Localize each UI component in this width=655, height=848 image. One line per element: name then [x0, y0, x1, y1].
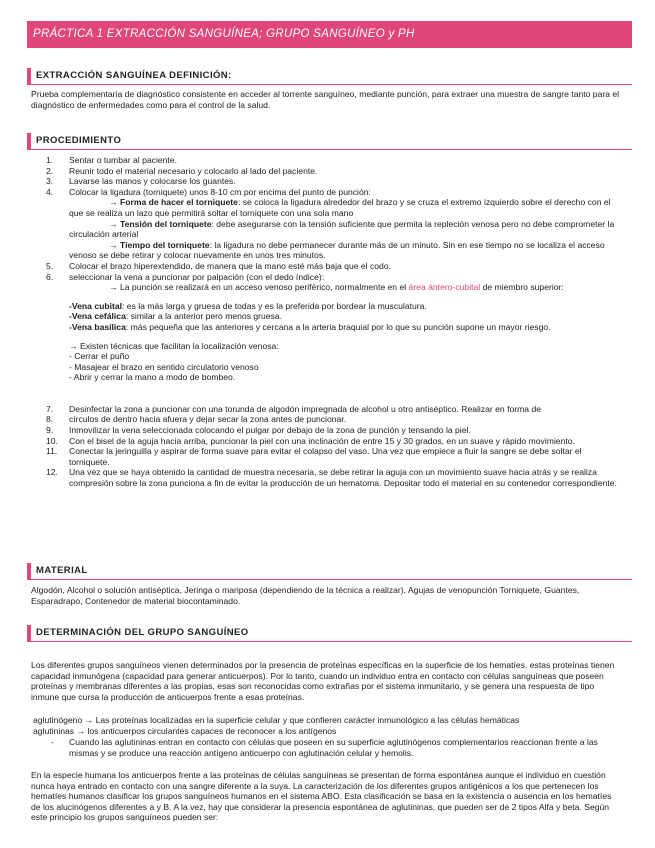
list-item: 10. Con el bisel de la aguja hacia arriba, puncionar la piel con una inclinación de entre 15 y 30 grados, en un suave y rápido movimiento.	[46, 435, 575, 446]
tecnicas-intro: → Existen técnicas que facilitan la localización venosa:	[69, 340, 279, 351]
arrow-icon: →	[69, 340, 78, 351]
tecnica-item: - Cerrar el puño	[69, 351, 130, 362]
procedure-list	[31, 155, 621, 489]
heading-accent	[27, 563, 31, 579]
page-title: PRÁCTICA 1 EXTRACCIÓN SANGUÍNEA; GRUPO SANGUÍNEO y PH	[27, 21, 632, 48]
torniquete-forma: → Forma de hacer el torniquete: se coloca la ligadura alrededor del brazo y se cruza el extremo izquierdo sobre el derecho con el que se realiza un lazo que permitirá soltar el torniquete con una sola mano	[69, 197, 611, 218]
torniquete-tiempo: → Tiempo del torniquete: la ligadura no debe permanecer durante más de un minuto. Sin en ese tiempo no se localiza el acceso venoso se debe retirar y colocar nuevamente en unos tres minutos.	[69, 239, 605, 261]
bullet-dash: -	[51, 737, 54, 747]
list-item: 9. Inmovilizar la vena seleccionada colocando el pulgar por debajo de la zona de punción y tensando la piel.	[46, 425, 471, 436]
vena-cefalica: -Vena cefálica: similar a la anterior pero menos gruesa.	[69, 311, 283, 322]
heading-text: MATERIAL	[36, 565, 88, 576]
list-item: 4. Colocar la ligadura (torniquete) unos 8-10 cm por encima del punto de punción:	[46, 186, 371, 197]
arrow-icon: →	[109, 197, 118, 208]
arrow-icon: →	[109, 282, 118, 293]
tecnica-item: - Abrir y cerrar la mano a modo de bombeo.	[69, 372, 236, 383]
list-item: 3. Lavarse las manos y colocarse los guantes.	[46, 176, 236, 187]
grupo-paragraph-2: En la especie humana los anticuerpos frente a las proteínas de células sanguíneas se presentan de forma espontánea aunque el individuo en cuestión nunca haya entrado en contacto con una sangre diferente a la suya. La caracterización de los diferentes grupos antigénicos a los que pertenecen los hematíes humanos clasificar los grupos sanguíneos humanos en el sistema ABO. Esta clasificación se basa en la existencia o ausencia en los hematíes de los alucinógenos diferentes a y B. A la vez, hay que considerar la presencia espontánea de aglutininas, que pueden ser de 2 tipos Alfa y beta. Según este principio los grupos sanguíneos pueden ser:	[31, 770, 612, 823]
heading-accent	[27, 133, 31, 149]
list-item: 2. Reunir todo el material necesario y colocarlo al lado del paciente.	[46, 165, 318, 176]
section-heading-procedimiento	[27, 133, 632, 150]
list-item: 1. Sentar o tumbar al paciente.	[46, 155, 177, 165]
highlighted-term: área ántero-cubital	[408, 282, 481, 293]
vena-basilica: -Vena basílica: más pequeña que las anteriores y cercana a la arteria braquial por lo que su punción supone un mayor riesgo.	[69, 321, 551, 332]
heading-accent	[27, 625, 31, 641]
arrow-icon: →	[84, 715, 94, 725]
aglutininas-line: aglutininas → los anticuerpos circulantes capaces de reconocer a los antígenos	[33, 726, 337, 736]
list-item: 8. círculos de dentro hacia afuera y dejar secar la zona antes de puncionar.	[46, 414, 347, 425]
heading-text: DETERMINACIÓN DEL GRUPO SANGUÍNEO	[36, 627, 249, 638]
puncion-text: → La punción se realizará en un acceso venoso periférico, normalmente en el área ántero-cubital de miembro superior:	[109, 282, 564, 293]
aglutinogeno-line: aglutinógeno → Las proteínas localizadas en la superficie celular y que confieren carácter inmunológico a las células hemáticas	[33, 715, 520, 725]
heading-text: EXTRACCIÓN SANGUÍNEA DEFINICIÓN:	[36, 70, 232, 81]
list-item: 11. Conectar la jeringuilla y aspirar de forma suave para evitar el colapso del vaso. Una vez que empiece a fluir la sangre se debe soltar el torniquete.	[46, 446, 582, 467]
definicion-text: Prueba complementaria de diagnóstico consistente en acceder al torrente sanguíneo, mediante punción, para extraer una muestra de sangre tanto para el diagnóstico de enfermedades como para el control de la salud.	[31, 89, 620, 110]
arrow-icon: →	[109, 218, 118, 229]
list-item: 6. seleccionar la vena a puncionar por palpación (con el dedo índice):	[46, 271, 325, 282]
aglutinacion-bullet: - Cuando las aglutininas entran en contacto con células que poseen en su superficie aglutinógenos complementarios reaccionan frente a las mismas y se produce una reacción antígeno anticuerpo con aglutinación celular y hemolis.	[51, 737, 598, 758]
list-item: 12. Una vez que se haya obtenido la cantidad de muestra necesaria, se debe retirar la aguja con un movimiento suave hacia atrás y se realiza compresión sobre la zona punciona a fin de evitar la producción de un hematoma. Depositar todo el material en su contenedor correspondiente.	[46, 467, 617, 489]
heading-text: PROCEDIMIENTO	[36, 135, 122, 146]
section-heading-material	[27, 563, 632, 580]
arrow-icon: →	[76, 726, 86, 736]
arrow-icon: →	[109, 239, 118, 250]
vena-cubital: -Vena cubital: es la más larga y gruesa de todas y es la preferida por bordear la musculatura.	[69, 300, 427, 311]
list-item: 7. Desinfectar la zona a puncionar con una torunda de algodón impregnada de alcohol u otro antiséptico. Realizar en forma de	[46, 403, 542, 414]
grupo-paragraph-1: Los diferentes grupos sanguíneos vienen determinados por la presencia de proteínas específicas en la superficie de los hematíes. estas proteínas tienen capacidad inmunógena (capacidad para generar anticuerpos). Por lo tanto, cuando un individuo entra en contacto con células sanguíneas que poseen proteínas y membranas diferentes a las propias, esas son reconocidas como extrañas por el sistema inmunitario, y se genera una respuesta de tipo inmune que cursa la producción de anticuerpos frente a esas proteínas.	[31, 660, 615, 702]
tecnica-item: - Masajear el brazo en sentido circulatorio venoso	[69, 361, 259, 372]
heading-accent	[27, 68, 31, 84]
list-item: 5. Colocar el brazo hiperextendido, de manera que la mano esté más baja que el codo.	[46, 260, 391, 271]
section-heading-definicion	[27, 68, 632, 85]
section-heading-grupo	[27, 625, 632, 642]
material-text: Algodón, Alcohol o solución antiséptica, Jeringa o mariposa (dependiendo de la técnica a realizar), Agujas de venopunción Torniquete, Guantes, Esparadrapo, Contenedor de material biocontaminado.	[31, 585, 580, 606]
torniquete-tension: → Tensión del torniquete: debe asegurarse con la tensión suficiente que permita la repleción venosa pero no debe comprometer la circulación arterial	[69, 218, 615, 240]
